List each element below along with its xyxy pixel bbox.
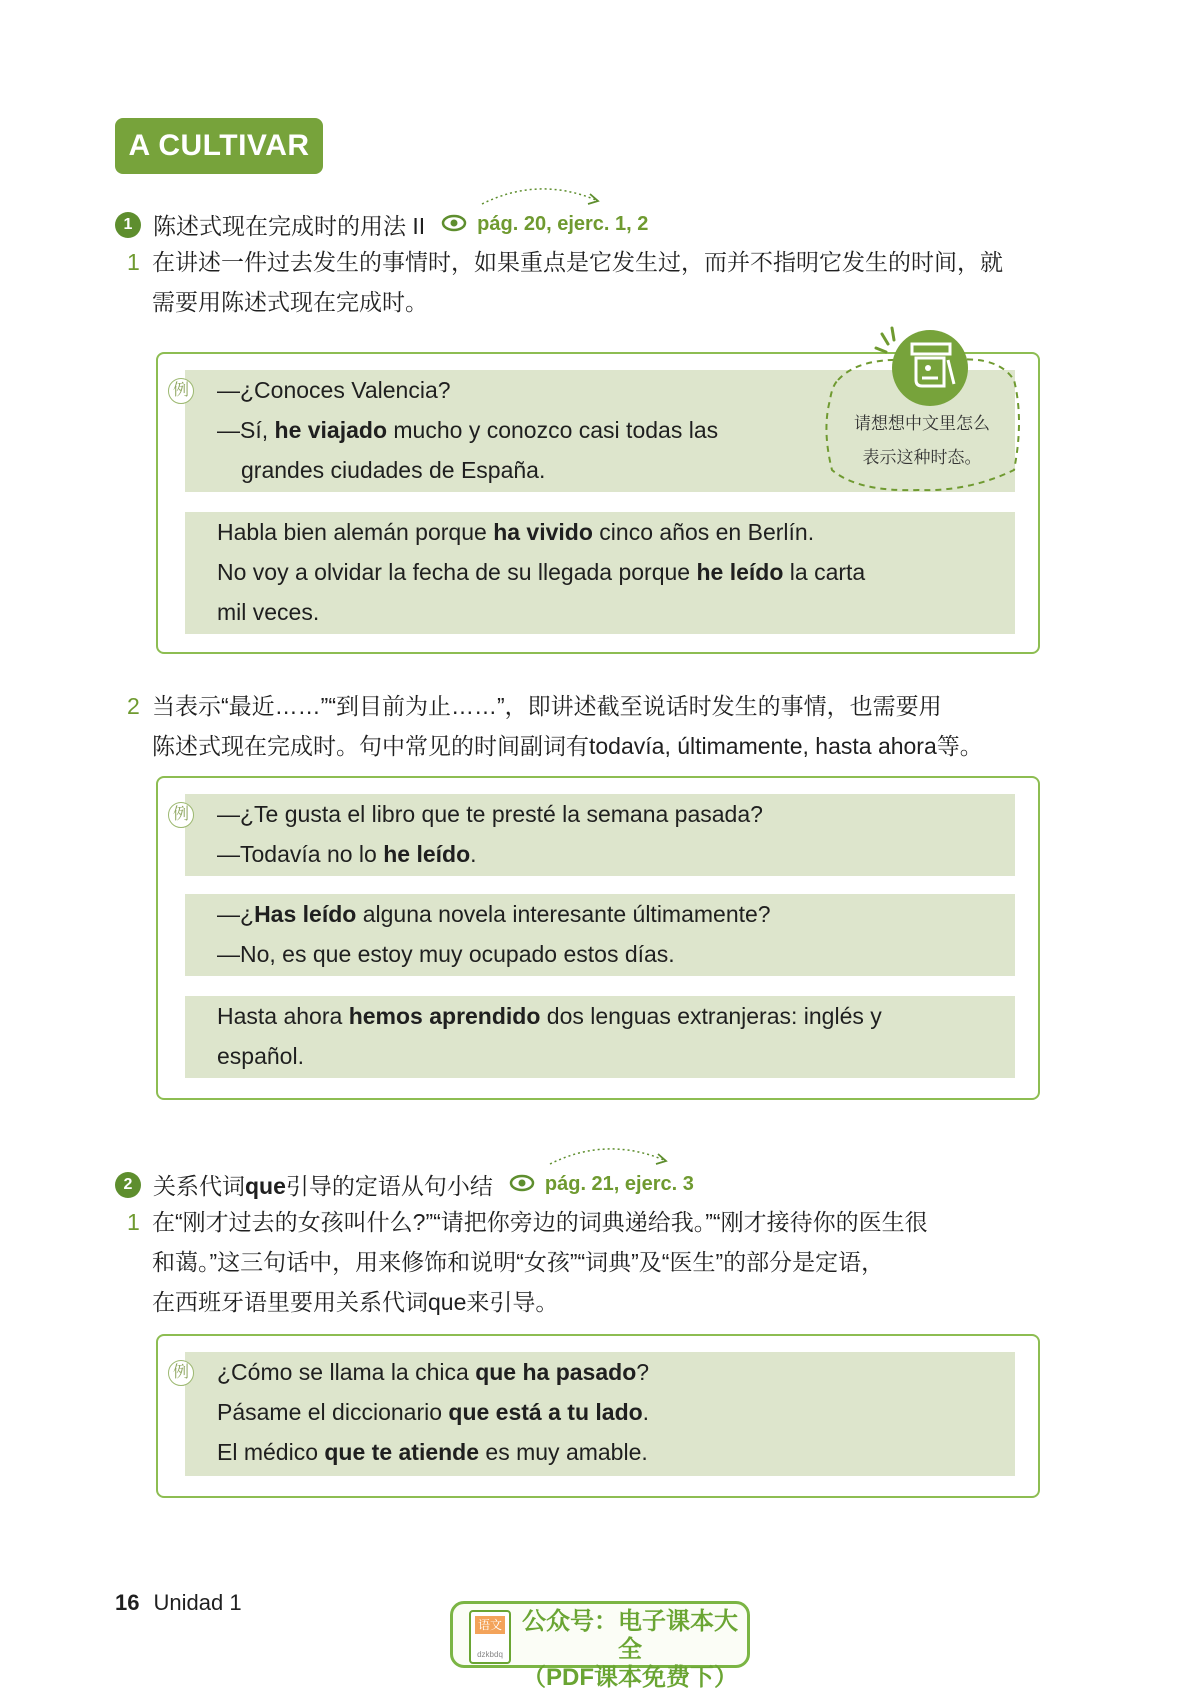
note-line: 请想想中文里怎么 (854, 414, 990, 433)
thinking-note (832, 407, 1012, 475)
unit-label: Unidad 1 (153, 1590, 242, 1615)
example-line: mil veces. (217, 599, 320, 625)
example-line: ¿Cómo se llama la chica que ha pasado? (217, 1359, 650, 1385)
section-1-title: 陈述式现在完成时的用法 II (153, 213, 426, 239)
section-1-paragraph-1 (127, 242, 1052, 322)
section-2-title: 关系代词que引导的定语从句小结 (153, 1173, 493, 1199)
note-line: 表示这种时态。 (862, 448, 982, 467)
example-line: Habla bien alemán porque ha vivido cinco años en Berlín. (217, 519, 815, 545)
example-icon: 例 (168, 802, 194, 828)
section-1-number: 1 (115, 212, 141, 238)
paragraph-line: 在西班牙语里要用关系代词que来引导。 (152, 1289, 559, 1315)
paragraph-line: 需要用陈述式现在完成时。 (152, 289, 428, 315)
section-2-number: 2 (115, 1172, 141, 1198)
example-line: español. (217, 1043, 304, 1069)
example-line: —¿Has leído alguna novela interesante últimamente? (217, 901, 771, 927)
section-2-paragraph-1 (127, 1202, 1052, 1322)
example-line: —Todavía no lo he leído. (217, 841, 477, 867)
paragraph-line: 和蔼。”这三句话中，用来修饰和说明“女孩”“词典”及“医生”的部分是定语， (152, 1249, 885, 1275)
section-1-paragraph-2 (127, 686, 1052, 766)
section-2-heading (115, 1168, 694, 1201)
page-number: 16 (115, 1590, 140, 1615)
example-band (185, 1352, 1015, 1476)
book-icon: 语文 dzkbdq (469, 1610, 511, 1664)
section-1-heading (115, 208, 648, 241)
watermark-text: 公众号：电子课本大全 （PDF课本免费下） (522, 1608, 738, 1691)
section-tab-title: A CULTIVAR (115, 118, 323, 174)
paragraph-line: 在讲述一件过去发生的事情时，如果重点是它发生过，而并不指明它发生的时间，就 (152, 249, 1003, 275)
example-icon: 例 (168, 378, 194, 404)
example-line: No voy a olvidar la fecha de su llegada porque he leído la carta (217, 559, 866, 585)
example-line: —No, es que estoy muy ocupado estos días. (217, 941, 675, 967)
paragraph-line: 陈述式现在完成时。句中常见的时间副词有todavía, últimamente, hasta ahora等。 (152, 733, 983, 759)
example-icon: 例 (168, 1360, 194, 1386)
section-2-exercise-ref[interactable]: pág. 21, ejerc. 3 (544, 1173, 694, 1195)
dotted-arrow-icon (546, 1140, 676, 1170)
page-footer (115, 1590, 242, 1616)
example-band (185, 996, 1015, 1078)
watermark-badge (450, 1601, 750, 1691)
dotted-arrow-icon (478, 180, 608, 210)
paragraph-number: 1 (127, 1209, 140, 1235)
example-line: El médico que te atiende es muy amable. (217, 1439, 648, 1465)
example-band (185, 894, 1015, 976)
mayan-head-icon (892, 330, 968, 406)
example-line: grandes ciudades de España. (241, 457, 546, 483)
section-1-exercise-ref[interactable]: pág. 20, ejerc. 1, 2 (477, 213, 649, 235)
eye-icon (441, 211, 467, 238)
example-line: —¿Conoces Valencia? (217, 377, 451, 403)
example-line: —Sí, he viajado mucho y conozco casi todas las (217, 417, 719, 443)
example-band (185, 512, 1015, 634)
eye-icon (509, 1171, 535, 1198)
paragraph-number: 2 (127, 693, 140, 719)
example-line: —¿Te gusta el libro que te presté la semana pasada? (217, 801, 763, 827)
example-line: Hasta ahora hemos aprendido dos lenguas extranjeras: inglés y (217, 1003, 882, 1029)
paragraph-number: 1 (127, 249, 140, 275)
paragraph-line: 在“刚才过去的女孩叫什么?”“请把你旁边的词典递给我。”“刚才接待你的医生很 (152, 1209, 928, 1235)
paragraph-line: 当表示“最近……”“到目前为止……”，即讲述截至说话时发生的事情，也需要用 (152, 693, 942, 719)
example-line: Pásame el diccionario que está a tu lado. (217, 1399, 650, 1425)
example-band (185, 794, 1015, 876)
